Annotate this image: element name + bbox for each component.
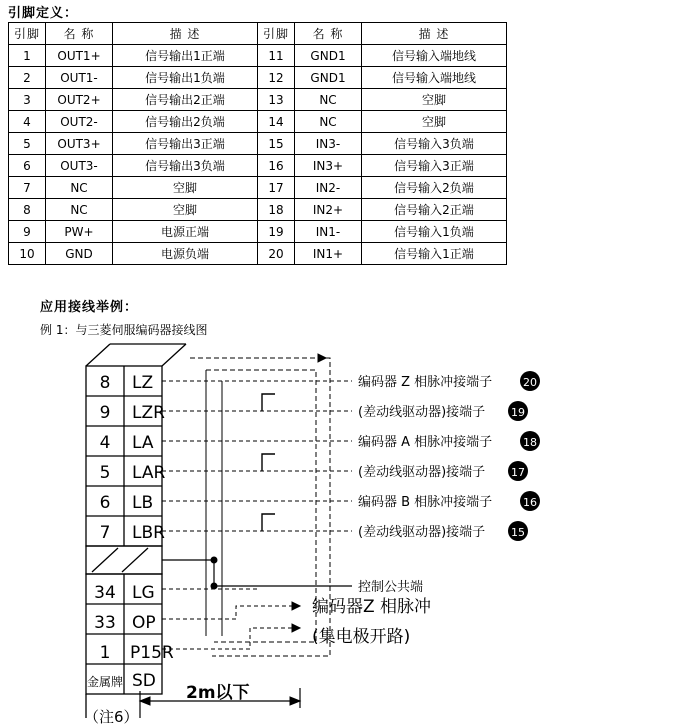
table-header-row <box>9 23 507 45</box>
header-name-right: 名 称 <box>295 23 362 45</box>
terminal-desc-4: 编码器 B 相脉冲接端子 <box>358 495 493 510</box>
op-note-line2: (集电极开路) <box>312 627 411 647</box>
header-desc-right: 描 述 <box>362 23 507 45</box>
cell-pin-right: 17 <box>258 177 295 199</box>
cell-pin-right: 16 <box>258 155 295 177</box>
cell-pin-left: 7 <box>9 177 46 199</box>
lower-name-2: P15R <box>130 643 174 663</box>
cell-pin-left: 8 <box>9 199 46 221</box>
badge-5: 15 <box>511 526 525 539</box>
terminal-name-5: LBR <box>132 523 165 543</box>
lower-name-3: SD <box>132 671 156 691</box>
cell-name-left: OUT1- <box>46 67 113 89</box>
cell-pin-right: 20 <box>258 243 295 265</box>
cell-pin-right: 13 <box>258 89 295 111</box>
cell-pin-left: 2 <box>9 67 46 89</box>
cell-name-left: PW+ <box>46 221 113 243</box>
cell-desc-left: 信号输出1正端 <box>113 45 258 67</box>
cell-pin-right: 12 <box>258 67 295 89</box>
cell-pin-left: 5 <box>9 133 46 155</box>
table-row <box>9 243 507 265</box>
op-note-line1: 编码器Z 相脉冲 <box>312 597 432 617</box>
cell-name-left: NC <box>46 199 113 221</box>
cell-name-right: GND1 <box>295 67 362 89</box>
cell-pin-right: 18 <box>258 199 295 221</box>
terminal-name-2: LA <box>132 433 154 453</box>
cell-pin-left: 9 <box>9 221 46 243</box>
cell-desc-right: 信号输入3负端 <box>362 133 507 155</box>
cell-desc-left: 电源负端 <box>113 243 258 265</box>
terminal-desc-3: (差动线驱动器)接端子 <box>358 465 486 480</box>
cell-pin-left: 10 <box>9 243 46 265</box>
cell-name-right: GND1 <box>295 45 362 67</box>
lower-name-0: LG <box>132 583 155 603</box>
cell-name-right: IN2- <box>295 177 362 199</box>
cell-desc-left: 空脚 <box>113 177 258 199</box>
cell-name-left: OUT2- <box>46 111 113 133</box>
header-name-left: 名 称 <box>46 23 113 45</box>
cell-desc-right: 信号输入2负端 <box>362 177 507 199</box>
cell-desc-left: 信号输出3负端 <box>113 155 258 177</box>
badge-1: 19 <box>511 406 525 419</box>
cell-name-left: OUT3- <box>46 155 113 177</box>
cell-pin-left: 6 <box>9 155 46 177</box>
badge-0: 20 <box>523 376 537 389</box>
cell-name-left: OUT1+ <box>46 45 113 67</box>
badge-2: 18 <box>523 436 537 449</box>
cell-pin-left: 3 <box>9 89 46 111</box>
terminal-desc-0: 编码器 Z 相脉冲接端子 <box>358 375 493 390</box>
table-row <box>9 177 507 199</box>
cell-name-left: OUT3+ <box>46 133 113 155</box>
terminal-name-0: LZ <box>132 373 154 393</box>
cell-name-left: GND <box>46 243 113 265</box>
lower-no-2: 1 <box>99 643 111 663</box>
cell-desc-left: 空脚 <box>113 199 258 221</box>
control-common-label: 控制公共端 <box>358 580 424 595</box>
cell-desc-right: 信号输入3正端 <box>362 155 507 177</box>
cell-name-right: IN3- <box>295 133 362 155</box>
table-row <box>9 199 507 221</box>
table-row <box>9 155 507 177</box>
example-label: 例 1：与三菱伺服编码器接线图 <box>40 323 208 337</box>
cell-name-left: NC <box>46 177 113 199</box>
header-pin-left: 引脚 <box>9 23 46 45</box>
terminal-name-1: LZR <box>132 403 165 423</box>
cell-pin-right: 14 <box>258 111 295 133</box>
cell-name-right: NC <box>295 111 362 133</box>
cell-name-right: IN2+ <box>295 199 362 221</box>
cell-desc-left: 电源正端 <box>113 221 258 243</box>
terminal-no-4: 6 <box>99 493 111 513</box>
cell-desc-left: 信号输出1负端 <box>113 67 258 89</box>
cell-name-right: IN1+ <box>295 243 362 265</box>
cell-pin-left: 1 <box>9 45 46 67</box>
cell-desc-right: 信号输入端地线 <box>362 67 507 89</box>
header-desc-left: 描 述 <box>113 23 258 45</box>
terminal-desc-5: (差动线驱动器)接端子 <box>358 525 486 540</box>
cell-name-right: IN3+ <box>295 155 362 177</box>
badge-group <box>508 371 540 541</box>
cell-desc-left: 信号输出3正端 <box>113 133 258 155</box>
length-label: 2m以下 <box>186 683 250 703</box>
badge-3: 17 <box>511 466 525 479</box>
footnote: （注6） <box>84 708 139 726</box>
terminal-name-4: LB <box>132 493 154 513</box>
cell-name-left: OUT2+ <box>46 89 113 111</box>
cell-pin-left: 4 <box>9 111 46 133</box>
terminal-no-3: 5 <box>99 463 111 483</box>
lower-no-1: 33 <box>94 613 116 633</box>
terminal-no-0: 8 <box>99 373 111 393</box>
table-row <box>9 45 507 67</box>
lower-name-1: OP <box>132 613 156 633</box>
terminal-desc-1: (差动线驱动器)接端子 <box>358 405 486 420</box>
terminal-name-3: LAR <box>132 463 166 483</box>
cell-name-right: IN1- <box>295 221 362 243</box>
table-row <box>9 89 507 111</box>
cell-desc-right: 信号输入2正端 <box>362 199 507 221</box>
cell-desc-right: 空脚 <box>362 89 507 111</box>
application-title: 应用接线举例： <box>40 300 139 315</box>
table-row <box>9 111 507 133</box>
lower-no-3: 金属牌 <box>86 675 124 689</box>
cell-desc-right: 信号输入端地线 <box>362 45 507 67</box>
terminal-no-1: 9 <box>99 403 111 423</box>
cell-pin-right: 15 <box>258 133 295 155</box>
cell-desc-right: 信号输入1负端 <box>362 221 507 243</box>
table-row <box>9 67 507 89</box>
cell-pin-right: 19 <box>258 221 295 243</box>
cell-desc-left: 信号输出2负端 <box>113 111 258 133</box>
cell-desc-left: 信号输出2正端 <box>113 89 258 111</box>
badge-4: 16 <box>523 496 537 509</box>
cell-desc-right: 空脚 <box>362 111 507 133</box>
table-row <box>9 133 507 155</box>
pin-definition-title: 引脚定义： <box>8 6 79 21</box>
cell-pin-right: 11 <box>258 45 295 67</box>
pin-definition-table <box>8 22 507 265</box>
terminal-desc-2: 编码器 A 相脉冲接端子 <box>358 435 493 450</box>
cell-desc-right: 信号输入1正端 <box>362 243 507 265</box>
wiring-diagram <box>0 336 675 726</box>
header-pin-right: 引脚 <box>258 23 295 45</box>
terminal-no-5: 7 <box>99 523 111 543</box>
lower-no-0: 34 <box>94 583 116 603</box>
cell-name-right: NC <box>295 89 362 111</box>
terminal-no-2: 4 <box>99 433 111 453</box>
table-row <box>9 221 507 243</box>
